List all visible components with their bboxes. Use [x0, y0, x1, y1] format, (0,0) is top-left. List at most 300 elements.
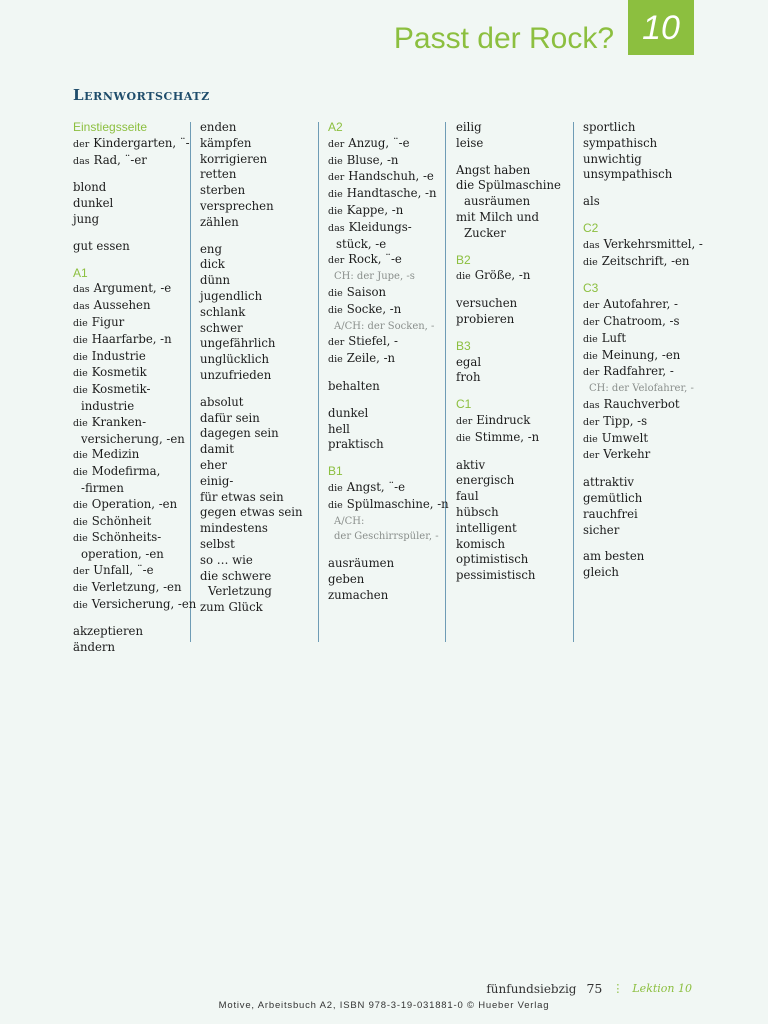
vocab-word: am besten	[583, 549, 645, 564]
vocab-entry	[73, 332, 196, 349]
vocab-entry	[456, 521, 561, 537]
publisher-credit: Motive, Arbeitsbuch A2, ISBN 978-3-19-031881-0 © Hueber Verlag	[218, 1000, 550, 1011]
vocab-word: probieren	[456, 311, 515, 326]
vocab-word: hell	[328, 421, 350, 436]
vocab-entry	[200, 474, 303, 490]
vocab-entry	[200, 521, 303, 537]
vocab-word: Rauchverbot	[603, 396, 680, 411]
vocab-entry	[328, 285, 449, 302]
vocab-word: Chatroom, -s	[603, 313, 680, 328]
article-label: die	[73, 417, 88, 429]
vocab-entry	[456, 552, 561, 568]
regional-variant-note: CH: der Velofahrer, -	[589, 383, 694, 395]
vocab-entry	[200, 569, 303, 585]
vocab-entry	[200, 242, 303, 258]
vocab-entry	[583, 167, 703, 183]
vocab-entry	[456, 312, 561, 328]
article-label: die	[73, 385, 88, 397]
vocab-entry	[200, 136, 303, 152]
vocab-entry	[456, 163, 561, 179]
vocab-word: mindestens	[200, 521, 268, 536]
vocab-entry	[200, 305, 303, 321]
vocab-word: energisch	[456, 473, 515, 488]
vocab-entry	[73, 514, 196, 531]
vocab-entry	[583, 297, 703, 314]
vocab-word: ungefährlich	[200, 336, 276, 351]
vocab-entry	[456, 537, 561, 553]
article-label: die	[73, 334, 88, 346]
article-label: die	[328, 499, 343, 511]
vocab-entry	[73, 597, 196, 614]
vocab-word: unwichtig	[583, 151, 642, 166]
vocab-entry	[583, 237, 703, 254]
article-label: der	[328, 337, 345, 349]
vocab-entry	[328, 556, 449, 572]
vocab-word: Kosmetik-	[91, 382, 151, 397]
vocab-entry	[200, 442, 303, 458]
vocab-entry	[583, 431, 703, 448]
vocab-section-heading: C1	[456, 397, 472, 412]
vocab-word: sterben	[200, 183, 246, 198]
article-label: die	[73, 499, 88, 511]
vocab-column-4	[456, 120, 561, 584]
vocab-entry	[73, 530, 196, 547]
vocab-word: Unfall, ¨-e	[93, 562, 154, 577]
vocab-entry	[328, 220, 449, 237]
article-label: das	[583, 239, 600, 251]
vocab-word: Medizin	[91, 447, 140, 462]
article-label: der	[456, 415, 473, 427]
vocab-word: Modefirma,	[91, 464, 161, 479]
vocab-entry	[583, 194, 703, 210]
vocab-word: Handschuh, -e	[348, 169, 434, 184]
vocab-entry	[200, 395, 303, 411]
vocab-entry	[200, 426, 303, 442]
article-label: der	[583, 300, 600, 312]
vocab-word: Verkehr	[603, 447, 651, 462]
spacer	[328, 395, 449, 406]
vocab-entry	[456, 568, 561, 584]
article-label: die	[73, 351, 88, 363]
vocab-entry	[73, 640, 196, 656]
column-divider	[573, 122, 574, 642]
vocab-entry	[73, 365, 196, 382]
vocab-entry	[73, 563, 196, 580]
article-label: der	[583, 316, 600, 328]
vocab-entry	[583, 152, 703, 168]
vocab-word: Kappe, -n	[346, 202, 404, 217]
vocab-column-3	[328, 120, 449, 604]
vocab-entry	[583, 254, 703, 271]
section-title: Lernwortschatz	[73, 86, 210, 104]
article-label: die	[456, 271, 471, 283]
vocab-entry	[583, 331, 703, 348]
vocab-word: hübsch	[456, 504, 499, 519]
vocab-entry	[328, 203, 449, 220]
vocab-entry	[583, 491, 703, 507]
vocab-entry	[583, 364, 703, 381]
vocab-word: leise	[456, 135, 484, 150]
article-label: die	[328, 189, 343, 201]
spacer	[73, 228, 196, 239]
vocab-word: dick	[200, 257, 225, 272]
dotted-separator: ⋮	[612, 982, 623, 995]
vocab-entry	[328, 406, 449, 422]
vocab-word: faul	[456, 489, 479, 504]
vocab-entry	[583, 549, 703, 565]
vocab-word: Stiefel, -	[348, 334, 398, 349]
article-label: der	[328, 172, 345, 184]
vocab-word: blond	[73, 180, 107, 195]
vocab-word: Rock, ¨-e	[348, 252, 402, 267]
vocab-column-1	[73, 120, 196, 656]
vocab-entry	[73, 212, 196, 228]
vocab-entry	[456, 505, 561, 521]
vocab-entry-continuation: versicherung, -en	[81, 431, 185, 446]
vocab-word: Kranken-	[91, 414, 147, 429]
vocab-word: Spülmaschine, -n	[346, 496, 449, 511]
vocab-word: gleich	[583, 565, 619, 580]
article-label: die	[328, 205, 343, 217]
vocab-word: gemütlich	[583, 490, 643, 505]
article-label: die	[583, 333, 598, 345]
article-label: die	[328, 304, 343, 316]
vocab-entry	[456, 210, 561, 226]
vocab-entry	[456, 473, 561, 489]
vocab-word: behalten	[328, 378, 380, 393]
regional-variant-note: CH: der Jupe, -s	[334, 271, 415, 283]
vocab-entry	[328, 302, 449, 319]
vocab-word: optimistisch	[456, 552, 529, 567]
vocab-entry	[328, 422, 449, 438]
vocab-word: aktiv	[456, 457, 486, 472]
vocab-word: Anzug, ¨-e	[348, 135, 410, 150]
vocab-word: die Spülmaschine	[456, 178, 561, 193]
vocab-entry	[73, 180, 196, 196]
vocab-word: Verkehrsmittel, -	[603, 236, 703, 251]
vocab-entry	[200, 352, 303, 368]
spacer	[200, 384, 303, 395]
vocab-word: Angst haben	[456, 162, 531, 177]
vocab-word: versuchen	[456, 296, 518, 311]
vocab-entry	[200, 167, 303, 183]
vocab-word: jugendlich	[200, 288, 263, 303]
vocab-word: korrigieren	[200, 151, 268, 166]
vocab-entry	[328, 588, 449, 604]
regional-variant-note: A/CH:	[334, 515, 365, 527]
lesson-number-badge: 10	[628, 0, 694, 55]
vocab-word: eher	[200, 457, 227, 472]
article-label: die	[73, 450, 88, 462]
vocab-word: eilig	[456, 120, 482, 134]
vocab-entry	[200, 273, 303, 289]
vocab-word: retten	[200, 167, 237, 182]
spacer	[328, 453, 449, 464]
vocab-entry	[328, 252, 449, 269]
vocab-entry	[328, 480, 449, 497]
vocab-entry	[73, 153, 196, 170]
spacer	[200, 231, 303, 242]
article-label: das	[73, 155, 90, 167]
vocab-word: Socke, -n	[346, 301, 402, 316]
vocab-word: versprechen	[200, 198, 274, 213]
article-label: die	[73, 599, 88, 611]
vocab-entry	[583, 120, 703, 136]
vocab-word: dunkel	[73, 196, 114, 211]
spacer	[583, 183, 703, 194]
vocab-entry	[200, 537, 303, 553]
vocab-entry	[583, 314, 703, 331]
vocab-word: so … wie	[200, 552, 253, 567]
vocab-word: Angst, ¨-e	[346, 479, 406, 494]
vocab-word: Schönheits-	[91, 530, 162, 545]
vocab-entry-continuation: -firmen	[81, 480, 124, 495]
vocab-word: schwer	[200, 320, 243, 335]
vocab-entry	[583, 447, 703, 464]
vocab-entry	[328, 186, 449, 203]
page-title: Passt der Rock?	[393, 22, 614, 55]
vocab-section-heading: A1	[73, 265, 88, 280]
article-label: das	[583, 399, 600, 411]
vocab-entry	[200, 199, 303, 215]
article-label: die	[73, 516, 88, 528]
vocab-entry	[73, 415, 196, 432]
article-label: der	[73, 138, 90, 150]
vocab-word: geben	[328, 571, 365, 586]
vocab-word: für etwas sein	[200, 489, 284, 504]
vocab-word: Operation, -en	[91, 496, 178, 511]
vocab-entry	[583, 397, 703, 414]
vocab-section-heading: Einstiegsseite	[73, 120, 148, 134]
vocab-entry	[456, 178, 561, 194]
vocab-word: Figur	[91, 314, 125, 329]
vocab-entry	[328, 379, 449, 395]
vocab-word: Autofahrer, -	[603, 297, 678, 312]
vocab-word: dünn	[200, 273, 231, 288]
article-label: der	[328, 255, 345, 267]
vocab-word: Saison	[346, 284, 387, 299]
lesson-label: Lektion 10	[632, 982, 692, 995]
vocab-word: gegen etwas sein	[200, 505, 303, 520]
vocab-entry	[73, 580, 196, 597]
vocab-word: Rad, ¨-er	[93, 152, 147, 167]
article-label: die	[328, 155, 343, 167]
vocab-entry	[200, 368, 303, 384]
vocab-entry	[200, 458, 303, 474]
vocab-word: Kosmetik	[91, 365, 147, 380]
vocab-entry-continuation: Verletzung	[208, 584, 272, 599]
spacer	[583, 538, 703, 549]
article-label: der	[583, 367, 600, 379]
spacer	[456, 386, 561, 397]
vocab-word: Kleidungs-	[348, 219, 412, 234]
spacer	[583, 270, 703, 281]
vocab-entry	[328, 153, 449, 170]
vocab-word: sympathisch	[583, 135, 658, 150]
vocab-word: froh	[456, 370, 481, 385]
vocab-word: dafür sein	[200, 410, 260, 425]
vocab-section-heading: B3	[456, 338, 471, 353]
spacer	[328, 545, 449, 556]
vocab-word: unsympathisch	[583, 167, 673, 182]
article-label: das	[73, 284, 90, 296]
vocab-word: praktisch	[328, 437, 384, 452]
column-divider	[318, 122, 319, 642]
spacer	[456, 328, 561, 339]
vocab-word: attraktiv	[583, 475, 635, 490]
vocab-word: Haarfarbe, -n	[91, 331, 172, 346]
vocab-entry	[456, 489, 561, 505]
vocab-word: Luft	[601, 330, 627, 345]
article-label: die	[583, 256, 598, 268]
article-label: die	[73, 368, 88, 380]
article-label: der	[583, 416, 600, 428]
vocab-word: eng	[200, 241, 222, 256]
vocab-entry	[73, 196, 196, 212]
vocab-entry-continuation: operation, -en	[81, 547, 164, 562]
vocab-word: gut essen	[73, 238, 130, 253]
vocab-word: mit Milch und	[456, 209, 539, 224]
vocab-word: damit	[200, 442, 234, 457]
vocab-word: absolut	[200, 394, 244, 409]
vocab-column-5	[583, 120, 703, 581]
vocab-entry	[456, 120, 561, 136]
vocab-word: sportlich	[583, 120, 636, 134]
vocab-entry	[456, 370, 561, 386]
vocab-word: Industrie	[91, 348, 146, 363]
vocab-entry	[456, 430, 561, 447]
vocab-section-heading: C3	[583, 281, 599, 296]
page-number: 75	[586, 981, 603, 996]
vocab-entry-continuation: industrie	[81, 398, 135, 413]
article-label: das	[73, 301, 90, 313]
vocab-entry	[583, 565, 703, 581]
vocab-entry	[73, 136, 196, 153]
article-label: die	[456, 432, 471, 444]
vocab-entry-continuation: Zucker	[464, 225, 506, 240]
vocab-entry	[73, 382, 196, 399]
vocab-entry	[583, 414, 703, 431]
vocab-word: akzeptieren	[73, 624, 143, 639]
article-label: das	[328, 222, 345, 234]
vocab-word: ausräumen	[328, 556, 395, 571]
vocab-entry	[73, 464, 196, 481]
article-label: die	[73, 582, 88, 594]
vocab-entry	[200, 289, 303, 305]
vocab-word: Radfahrer, -	[603, 364, 674, 379]
vocab-word: zählen	[200, 214, 239, 229]
page-number-word: fünfundsiebzig	[486, 981, 577, 996]
vocab-entry-continuation: stück, -e	[336, 236, 387, 251]
vocab-word: Eindruck	[476, 412, 531, 427]
vocab-entry	[200, 321, 303, 337]
vocab-section-heading: B1	[328, 464, 343, 479]
vocab-entry	[200, 152, 303, 168]
vocab-word: Argument, -e	[93, 281, 172, 296]
vocab-word: einig-	[200, 473, 234, 488]
vocab-word: Versicherung, -en	[91, 596, 197, 611]
vocab-entry	[456, 413, 561, 430]
vocab-entry	[200, 215, 303, 231]
vocab-word: Schönheit	[91, 513, 152, 528]
vocab-word: als	[583, 194, 600, 209]
vocab-word: Meinung, -en	[601, 347, 681, 362]
vocab-word: ändern	[73, 640, 116, 655]
article-label: die	[328, 482, 343, 494]
vocab-word: Zeile, -n	[346, 351, 396, 366]
vocab-word: Bluse, -n	[346, 152, 399, 167]
vocab-word: rauchfrei	[583, 506, 638, 521]
vocab-word: jung	[73, 211, 100, 226]
spacer	[456, 152, 561, 163]
article-label: die	[328, 354, 343, 366]
vocab-word: zum Glück	[200, 600, 263, 615]
vocab-section-heading: C2	[583, 220, 599, 235]
vocab-word: intelligent	[456, 520, 517, 535]
vocab-entry	[73, 281, 196, 298]
vocab-entry	[456, 136, 561, 152]
vocab-entry	[200, 183, 303, 199]
vocab-entry	[73, 447, 196, 464]
spacer	[583, 464, 703, 475]
vocab-entry	[200, 411, 303, 427]
vocab-word: selbst	[200, 536, 235, 551]
vocab-entry	[456, 268, 561, 285]
page-footer	[486, 981, 692, 996]
vocab-entry	[200, 490, 303, 506]
article-label: der	[73, 565, 90, 577]
spacer	[583, 210, 703, 221]
vocab-word: unzufrieden	[200, 367, 272, 382]
regional-variant-note: der Geschirrspüler, -	[334, 531, 439, 543]
vocab-word: Kindergarten, ¨-	[93, 135, 190, 150]
vocab-entry	[200, 257, 303, 273]
vocab-section-heading: A2	[328, 120, 343, 134]
vocab-entry	[456, 355, 561, 371]
vocab-word: sicher	[583, 522, 620, 537]
vocab-entry	[73, 497, 196, 514]
vocab-word: dunkel	[328, 405, 369, 420]
spacer	[456, 285, 561, 296]
vocab-entry	[583, 348, 703, 365]
vocab-entry	[456, 458, 561, 474]
vocab-entry	[328, 437, 449, 453]
vocab-entry	[200, 336, 303, 352]
vocab-word: Handtasche, -n	[346, 186, 437, 201]
vocab-entry	[583, 136, 703, 152]
vocab-section-heading: B2	[456, 252, 471, 267]
spacer	[73, 169, 196, 180]
vocab-word: dagegen sein	[200, 426, 279, 441]
vocab-entry	[456, 296, 561, 312]
vocab-entry	[328, 572, 449, 588]
vocab-word: die schwere	[200, 568, 272, 583]
spacer	[456, 242, 561, 253]
vocab-entry	[328, 136, 449, 153]
vocab-word: Stimme, -n	[474, 429, 540, 444]
vocab-word: Aussehen	[93, 298, 151, 313]
vocab-word: Tipp, -s	[603, 413, 648, 428]
article-label: die	[73, 467, 88, 479]
vocab-word: unglücklich	[200, 352, 269, 367]
vocab-word: egal	[456, 354, 482, 369]
vocab-entry	[583, 507, 703, 523]
vocab-entry	[73, 239, 196, 255]
vocab-word: kämpfen	[200, 135, 252, 150]
vocab-word: Zeitschrift, -en	[601, 253, 690, 268]
article-label: die	[73, 533, 88, 545]
vocab-entry	[200, 505, 303, 521]
